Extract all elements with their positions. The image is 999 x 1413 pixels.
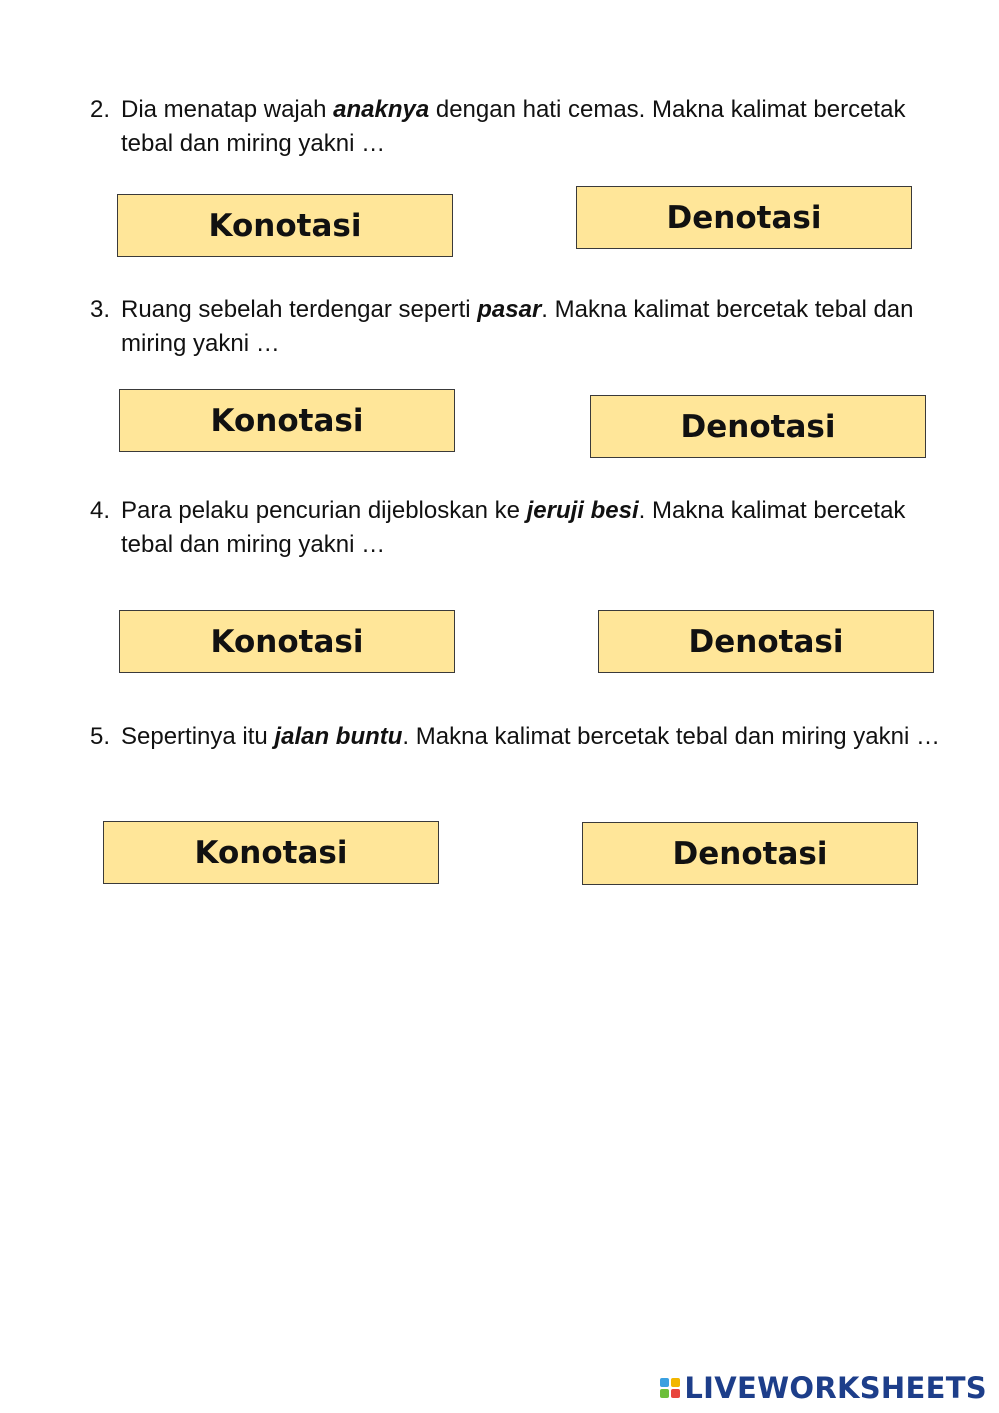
question-2 [90, 93, 950, 161]
question-text: Para pelaku pencurian dijebloskan ke jeruji besi. Makna kalimat bercetak tebal dan miring yakni … [121, 497, 906, 558]
question-number: 2. [90, 96, 111, 123]
answer-konotasi-button[interactable]: Konotasi [119, 610, 455, 673]
question-number: 5. [90, 723, 111, 750]
answer-denotasi-button[interactable]: Denotasi [590, 395, 926, 458]
question-text: Dia menatap wajah anaknya dengan hati cemas. Makna kalimat bercetak tebal dan miring yakni … [121, 96, 906, 157]
answer-konotasi-button[interactable]: Konotasi [119, 389, 455, 452]
liveworksheets-brand [660, 1373, 987, 1403]
question-number: 3. [90, 296, 111, 323]
question-text: Ruang sebelah terdengar seperti pasar. Makna kalimat bercetak tebal dan miring yakni … [121, 296, 914, 357]
question-text: Sepertinya itu jalan buntu. Makna kalimat bercetak tebal dan miring yakni … [121, 723, 940, 750]
question-5 [90, 720, 970, 754]
answer-denotasi-button[interactable]: Denotasi [598, 610, 934, 673]
answer-konotasi-button[interactable]: Konotasi [117, 194, 453, 257]
question-3 [90, 293, 950, 361]
emphasized-phrase: anaknya [333, 96, 430, 123]
emphasized-phrase: jalan buntu [274, 723, 403, 750]
question-4 [90, 494, 950, 562]
answer-denotasi-button[interactable]: Denotasi [576, 186, 912, 249]
question-number: 4. [90, 497, 111, 524]
brand-name: LIVEWORKSHEETS [684, 1371, 987, 1405]
emphasized-phrase: jeruji besi [526, 497, 639, 524]
liveworksheets-logo-icon [660, 1378, 680, 1398]
answer-denotasi-button[interactable]: Denotasi [582, 822, 918, 885]
answer-konotasi-button[interactable]: Konotasi [103, 821, 439, 884]
emphasized-phrase: pasar [477, 296, 542, 323]
